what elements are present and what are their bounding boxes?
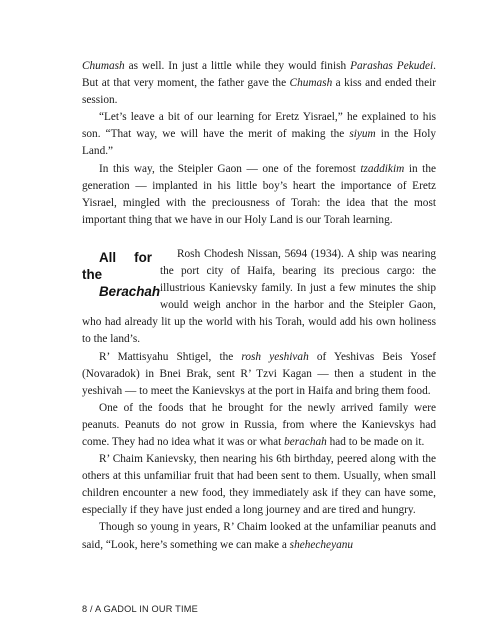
paragraph-7: R’ Chaim Kanievsky, then nearing his 6th birthday, peered along with the others at this unfamiliar fruit that had been sent to them. Usually, when small children encounter a new food, they immediately ask if they can have some, especially if they have just ended a long journey and are tired and hungry. — [82, 453, 436, 517]
page-folio: 8 / A GADOL IN OUR TIME — [82, 604, 198, 614]
paragraph-3: In this way, the Steipler Gaon — one of the foremost tzaddikim in the generation — implanted in his little boy’s heart the importance of Eretz Yisrael, mingled with the preciousness of Torah: the idea that the most important thing that we have in our Holy Land is our Torah learning. — [82, 162, 436, 226]
page-body — [82, 58, 436, 554]
paragraph-6: One of the foods that he brought for the newly arrived family were peanuts. Peanuts do not grow in Russia, from where the Kanievskys had come. They had no idea what it was or what berachah had to be made on it. — [82, 401, 436, 448]
paragraph-8: Though so young in years, R’ Chaim looked at the unfamiliar peanuts and said, “Look, here’s something we can make a shehecheyanu — [82, 521, 436, 551]
paragraph-4: All for the Berachah Rosh Chodesh Nissan, 5694 (1934). A ship was nearing the port city of Haifa, bearing its precious cargo: the illustrious Kanievsky family. In just a few minutes the ship would weigh anchor in the harbor and the Steipler Gaon, who had already lit up the world with his Torah, would add his own holiness to the land’s. — [82, 247, 436, 346]
section-gap — [82, 229, 436, 246]
paragraph-5: R’ Mattisyahu Shtigel, the rosh yeshivah of Yeshivas Beis Yosef (Novaradok) in Bnei Brak, sent R’ Tzvi Kagan — then a student in the yeshivah — to meet the Kanievskys at the port in Haifa and bring them food. — [82, 350, 436, 397]
paragraph-1: Chumash as well. In just a little while they would finish Parashas Pekudei. But at that very moment, the father gave the Chumash a kiss and ended their session. — [82, 60, 436, 107]
paragraph-2: “Let’s leave a bit of our learning for Eretz Yisrael,” he explained to his son. “That way, we will have the merit of making the siyum in the Holy Land.” — [82, 111, 436, 158]
side-heading: All for the Berachah — [82, 249, 161, 299]
